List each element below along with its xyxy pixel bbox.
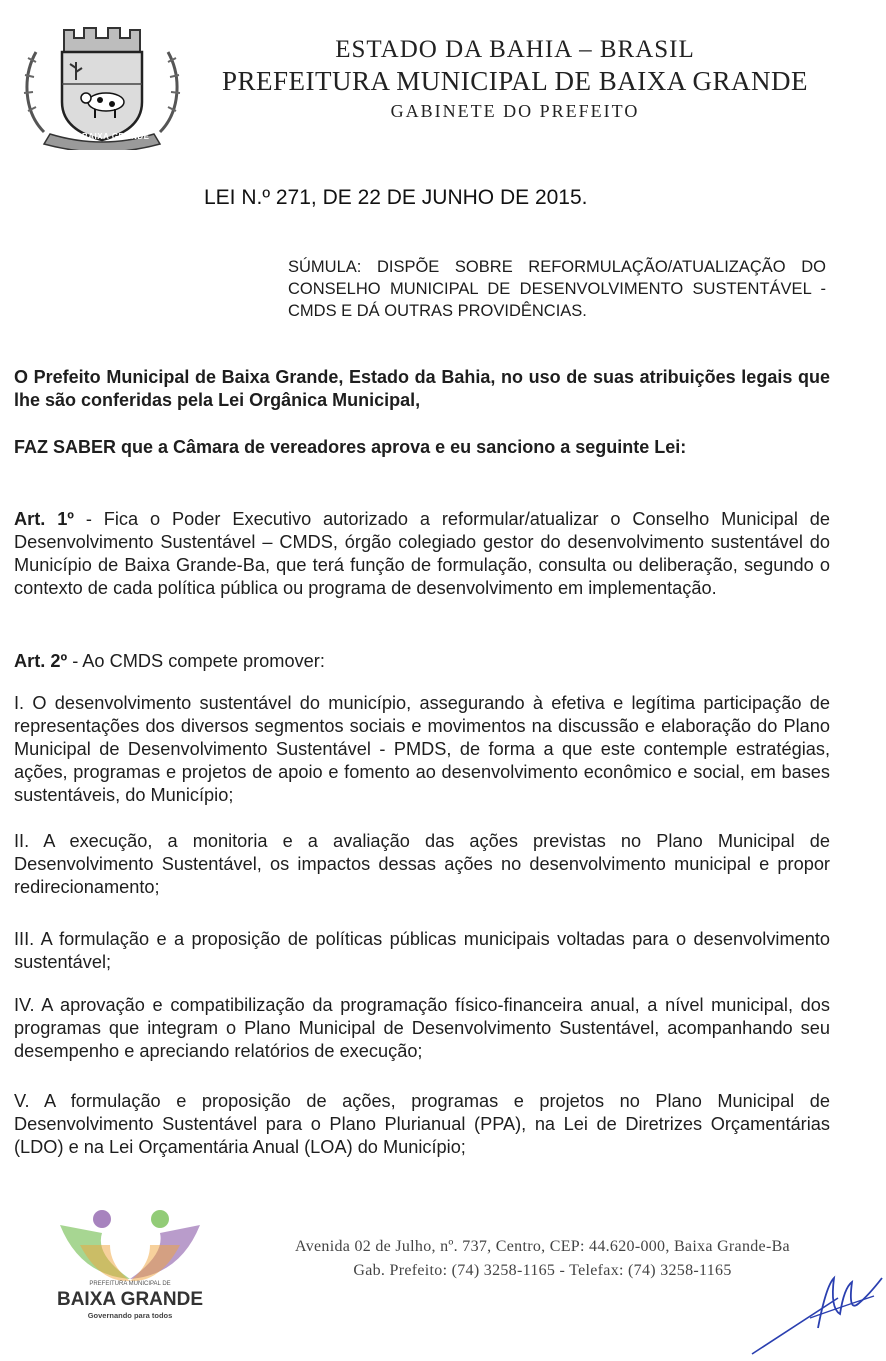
- logo-small-text: PREFEITURA MUNICIPAL DE: [89, 1281, 171, 1287]
- law-title: LEI N.º 271, DE 22 DE JUNHO DE 2015.: [204, 186, 588, 209]
- handwritten-signature-icon: [748, 1268, 886, 1356]
- coat-of-arms-ribbon-text: BAIXA GRANDE: [82, 132, 150, 141]
- header-state: ESTADO DA BAHIA – BRASIL: [335, 36, 695, 63]
- article-1-label: Art. 1º: [14, 509, 74, 529]
- article-2-item-iii: III. A formulação e a proposição de políticas públicas municipais voltadas para o desenvolvimento sustentável;: [14, 929, 830, 972]
- logo-slogan: Governando para todos: [87, 1311, 173, 1320]
- article-2-text: - Ao CMDS compete promover:: [67, 651, 325, 671]
- law-sumula: SÚMULA: DISPÕE SOBRE REFORMULAÇÃO/ATUALIZAÇÃO DO CONSELHO MUNICIPAL DE DESENVOLVIMENTO SUSTENTÁVEL - CMDS E DÁ OUTRAS PROVIDÊNCIAS.: [288, 258, 826, 320]
- article-1-text: - Fica o Poder Executivo autorizado a reformular/atualizar o Conselho Municipal de Desenvolvimento Sustentável – CMDS, órgão colegiado gestor do desenvolvimento sustentável do Município de Baixa Grande-Ba, que terá função de formulação, consulta ou deliberação, segundo o contexto de cada política pública ou programa de desenvolvimento em implementação.: [14, 509, 830, 598]
- coat-of-arms-icon: [14, 22, 190, 150]
- intro-paragraph: O Prefeito Municipal de Baixa Grande, Estado da Bahia, no uso de suas atribuições legais que lhe são conferidas pela Lei Orgânica Municipal,: [14, 367, 830, 410]
- article-2-item-ii: II. A execução, a monitoria e a avaliação das ações previstas no Plano Municipal de Desenvolvimento Sustentável, os impactos dessas ações no desenvolvimento municipal e propor redirecionamento;: [14, 831, 830, 897]
- municipal-logo: [40, 1205, 220, 1323]
- logo-name: BAIXA GRANDE: [56, 1289, 204, 1310]
- footer-address: Avenida 02 de Julho, nº. 737, Centro, CEP: 44.620-000, Baixa Grande-Ba: [295, 1238, 790, 1255]
- header-city-hall: PREFEITURA MUNICIPAL DE BAIXA GRANDE: [221, 66, 809, 96]
- header-office: GABINETE DO PREFEITO: [390, 101, 640, 121]
- article-2-item-v: V. A formulação e proposição de ações, programas e projetos no Plano Municipal de Desenvolvimento Sustentável para o Plano Plurianual (PPA), na Lei de Diretrizes Orçamentárias (LDO) e na Lei Orçamentária Anual (LOA) do Município;: [14, 1091, 830, 1157]
- article-2-item-i: I. O desenvolvimento sustentável do município, assegurando à efetiva e legítima participação de representações dos diversos segmentos sociais e movimentos na discussão e elaboração do Plano Municipal de Desenvolvimento Sustentável - PMDS, de forma a que este contemple estratégias, ações, programas e projetos de apoio e fomento ao desenvolvimento econômico e social, em bases sustentáveis, do Município;: [14, 693, 830, 805]
- article-2: [14, 650, 830, 673]
- article-2-label: Art. 2º: [14, 651, 68, 671]
- enactment-clause: FAZ SABER que a Câmara de vereadores aprova e eu sanciono a seguinte Lei:: [14, 437, 687, 457]
- article-1: [14, 508, 830, 600]
- article-2-item-iv: IV. A aprovação e compatibilização da programação físico-financeira anual, a nível municipal, dos programas que integram o Plano Municipal de Desenvolvimento Sustentável, acompanhando seu desempenho e apreciando relatórios de execução;: [14, 995, 830, 1061]
- footer-phone: Gab. Prefeito: (74) 3258-1165 - Telefax: (74) 3258-1165: [353, 1262, 732, 1279]
